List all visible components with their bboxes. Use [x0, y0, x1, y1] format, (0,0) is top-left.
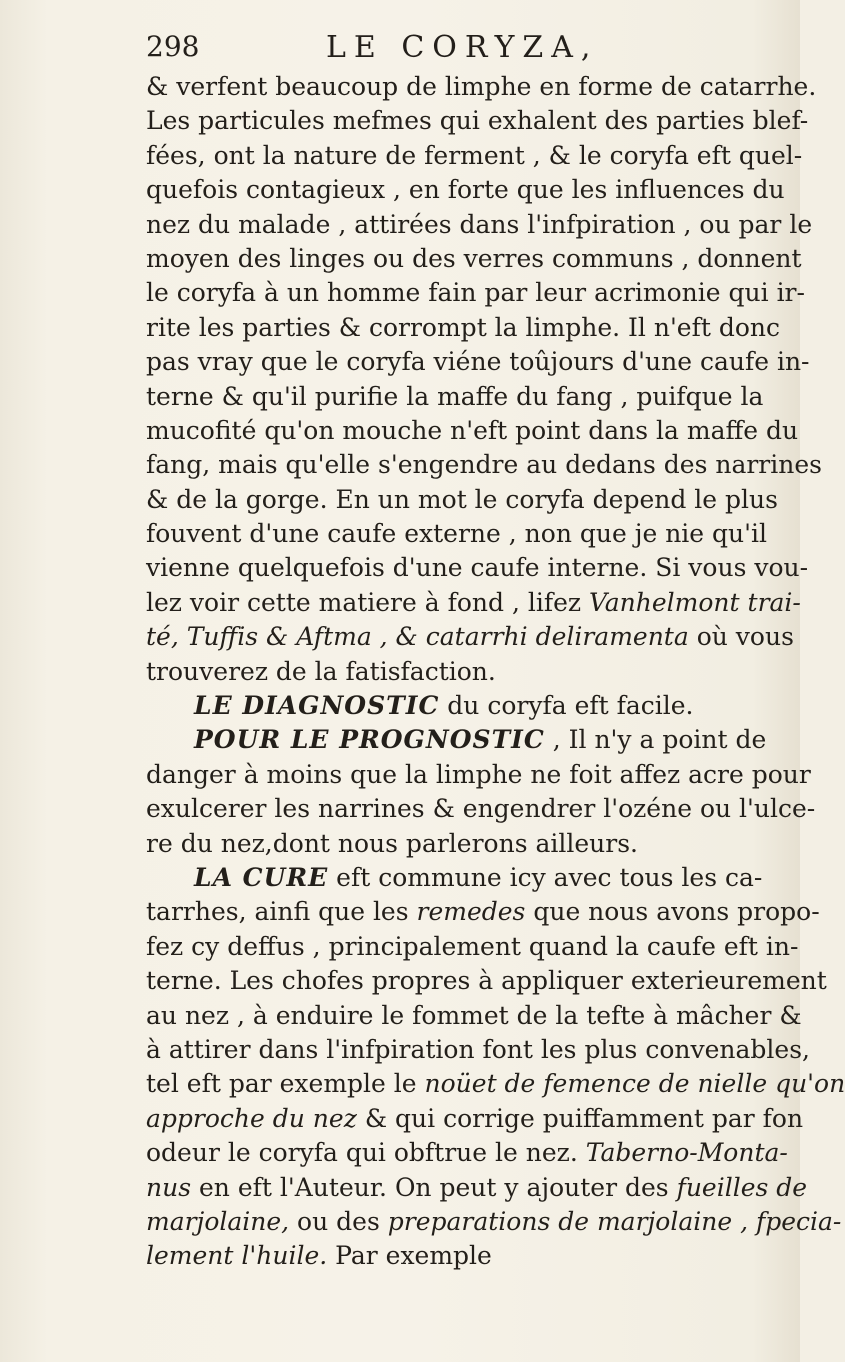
text-line: [146, 1171, 808, 1205]
text-line: [146, 1136, 786, 1170]
text-run: mucofité qu'on mouche n'eft point dans la maffe du: [146, 415, 799, 445]
text-run: fang, mais qu'elle s'engendre au dedans des narrines: [146, 450, 822, 480]
text-line: [146, 380, 786, 414]
body-text: [146, 70, 845, 1274]
text-run: eft commune icy avec tous les ca-: [328, 862, 763, 892]
text-run: & qui corrige puiffamment par fon: [356, 1103, 804, 1133]
text-run: du coryfa eft facile.: [439, 691, 694, 721]
text-run: terne & qu'il purifie la maffe du fang , puifque la: [146, 381, 764, 411]
text-run: fez cy deffus , principalement quand la caufe eft in-: [146, 931, 799, 961]
text-run: tarrhes, ainfi que les: [146, 897, 417, 927]
text-line: [146, 895, 820, 929]
text-run: au nez , à enduire le fommet de la tefte à mâcher &: [146, 1000, 802, 1030]
text-run: le coryfa à un homme fain par leur acrimonie qui ir-: [146, 278, 805, 308]
text-line: [146, 1067, 845, 1101]
text-run: tel eft par exemple le: [146, 1069, 425, 1099]
text-line: [146, 964, 827, 998]
text-line: [146, 242, 802, 276]
italic-text: nus: [146, 1172, 192, 1202]
section-heading: POUR LE PROGNOSTIC: [194, 725, 545, 755]
page-header: [146, 30, 756, 70]
text-run: lez voir cette matiere à fond , lifez: [146, 587, 590, 617]
italic-text: preparations de marjolaine , fpecia-: [387, 1206, 842, 1236]
text-run: odeur le coryfa qui obftrue le nez.: [146, 1138, 586, 1168]
text-run: quefois contagieux , en forte que les influences du: [146, 175, 785, 205]
text-line: [146, 208, 813, 242]
italic-text: marjolaine,: [146, 1206, 290, 1236]
section-heading: LA CURE: [194, 862, 329, 892]
text-line: [146, 792, 816, 826]
text-line: [146, 723, 786, 757]
text-line: [146, 173, 786, 207]
text-line: [146, 483, 786, 517]
text-line: [146, 1102, 804, 1136]
text-run: que nous avons propo-: [525, 897, 820, 927]
text-run: fées, ont la nature de ferment , & le coryfa eft quel-: [146, 140, 803, 170]
text-line: [146, 620, 794, 654]
text-run: re du nez,dont nous parlerons ailleurs.: [146, 828, 638, 858]
text-run: danger à moins que la limphe ne foit affez acre pour: [146, 759, 811, 789]
text-run: Par exemple: [327, 1241, 492, 1271]
text-line: [146, 758, 811, 792]
text-line: [146, 861, 786, 895]
text-line: [146, 689, 786, 723]
italic-text: noüet de femence de nielle qu'on: [424, 1069, 845, 1099]
text-run: en eft l'Auteur. On peut y ajouter des: [191, 1172, 677, 1202]
text-line: [146, 517, 786, 551]
text-run: , Il n'y a point de: [544, 725, 767, 755]
text-line: [146, 827, 786, 861]
text-run: & verfent beaucoup de limphe en forme de catarrhe.: [146, 72, 817, 101]
text-line: [146, 448, 822, 482]
text-line: [146, 104, 809, 138]
text-run: terne. Les chofes propres à appliquer exterieurement: [146, 966, 827, 996]
text-line: [146, 311, 786, 345]
text-line: [146, 586, 801, 620]
text-run: ou des: [289, 1206, 388, 1236]
text-line: [146, 1033, 810, 1067]
italic-text: Taberno-Monta-: [585, 1138, 788, 1168]
text-run: vienne quelquefois d'une caufe interne. Si vous vou-: [146, 553, 809, 583]
italic-text: té, Tuffis & Aftma , & catarrhi deliramenta: [146, 622, 689, 652]
italic-text: fueilles de: [676, 1172, 808, 1202]
text-run: nez du malade , attirées dans l'infpiration , ou par le: [146, 209, 813, 239]
text-line: [146, 414, 799, 448]
page-number: 298: [146, 30, 200, 63]
text-line: [146, 1205, 842, 1239]
text-run: Les particules mefmes qui exhalent des parties blef-: [146, 106, 809, 136]
text-line: [146, 1239, 786, 1273]
italic-text: remedes: [416, 897, 526, 927]
section-heading: LE DIAGNOSTIC: [194, 691, 440, 721]
text-run: à attirer dans l'infpiration font les plus convenables,: [146, 1034, 810, 1064]
text-line: [146, 70, 817, 104]
text-line: [146, 345, 810, 379]
text-run: moyen des linges ou des verres communs , donnent: [146, 243, 802, 273]
text-line: [146, 999, 802, 1033]
running-title: LE CORYZA,: [326, 30, 599, 65]
text-line: [146, 139, 803, 173]
text-run: où vous: [688, 622, 794, 652]
text-run: exulcerer les narrines & engendrer l'ozéne ou l'ulce-: [146, 794, 816, 824]
text-run: rite les parties & corrompt la limphe. Il n'eft donc: [146, 312, 781, 342]
text-run: fouvent d'une caufe externe , non que je nie qu'il: [146, 519, 768, 549]
text-line: [146, 930, 799, 964]
italic-text: approche du nez: [146, 1103, 357, 1133]
italic-text: Vanhelmont trai-: [589, 587, 801, 617]
text-line: [146, 655, 786, 689]
italic-text: lement l'huile.: [146, 1241, 328, 1271]
text-run: pas vray que le coryfa viéne toûjours d'une caufe in-: [146, 347, 810, 377]
text-line: [146, 276, 805, 310]
text-line: [146, 551, 809, 585]
text-run: & de la gorge. En un mot le coryfa depend le plus: [146, 484, 778, 514]
text-run: trouverez de la fatisfaction.: [146, 656, 496, 686]
